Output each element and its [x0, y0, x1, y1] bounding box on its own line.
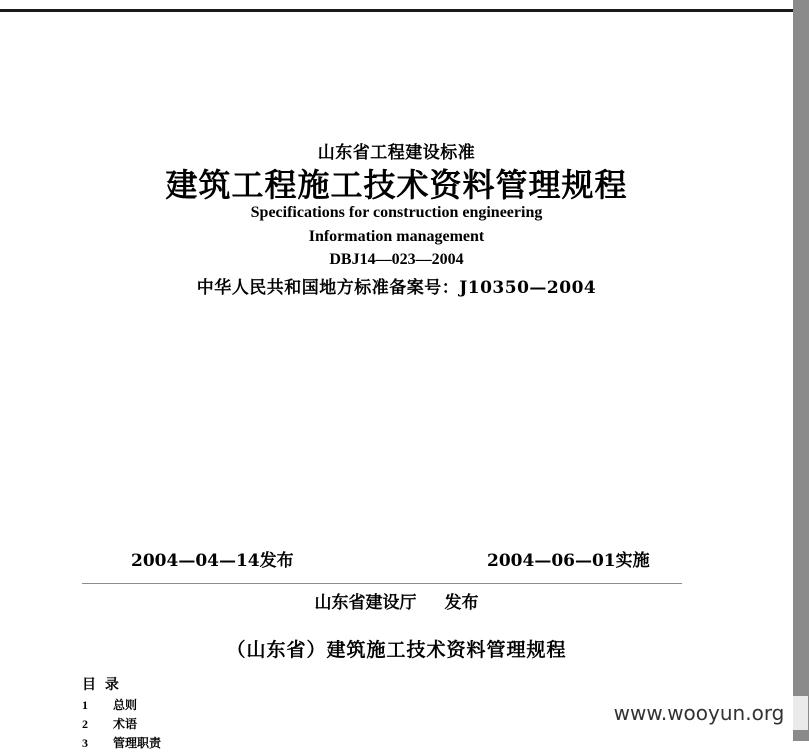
document-title: （山东省）建筑施工技术资料管理规程: [226, 639, 567, 661]
toc-item-number: 2: [82, 717, 88, 731]
toc-heading: 目 录: [82, 677, 121, 693]
divider-line: [82, 583, 682, 584]
page-title: 建筑工程施工技术资料管理规程: [165, 166, 628, 204]
top-border: [0, 9, 793, 12]
issuer-name: 山东省建设厅: [314, 593, 417, 613]
toc-item-number: 1: [82, 698, 88, 712]
record-number: 中华人民共和国地方标准备案号：J10350—2004: [196, 278, 597, 298]
effective-date: 2004—06—01实施: [487, 551, 650, 571]
issuer-action: 发布: [444, 593, 479, 613]
toc-item[interactable]: [82, 715, 161, 734]
english-title-line2: Information management: [308, 228, 485, 245]
toc-item-label: 术语: [113, 717, 138, 731]
scrollbar[interactable]: [793, 0, 809, 741]
toc-item[interactable]: [82, 734, 161, 753]
toc-item-number: 3: [82, 736, 88, 750]
page-edge: [777, 12, 794, 741]
issuer-line: [0, 588, 793, 613]
english-title-line1: Specifications for construction engineering: [250, 204, 543, 221]
issue-date: 2004—04—14发布: [131, 551, 294, 571]
toc-item[interactable]: [82, 696, 161, 715]
standard-code: DBJ14—023—2004: [329, 251, 464, 268]
standard-category: 山东省工程建设标准: [317, 143, 476, 163]
watermark: www.wooyun.org: [590, 696, 808, 730]
toc-item-label: 总则: [113, 698, 138, 712]
toc-item-label: 管理职责: [113, 736, 162, 750]
table-of-contents: [82, 674, 161, 753]
